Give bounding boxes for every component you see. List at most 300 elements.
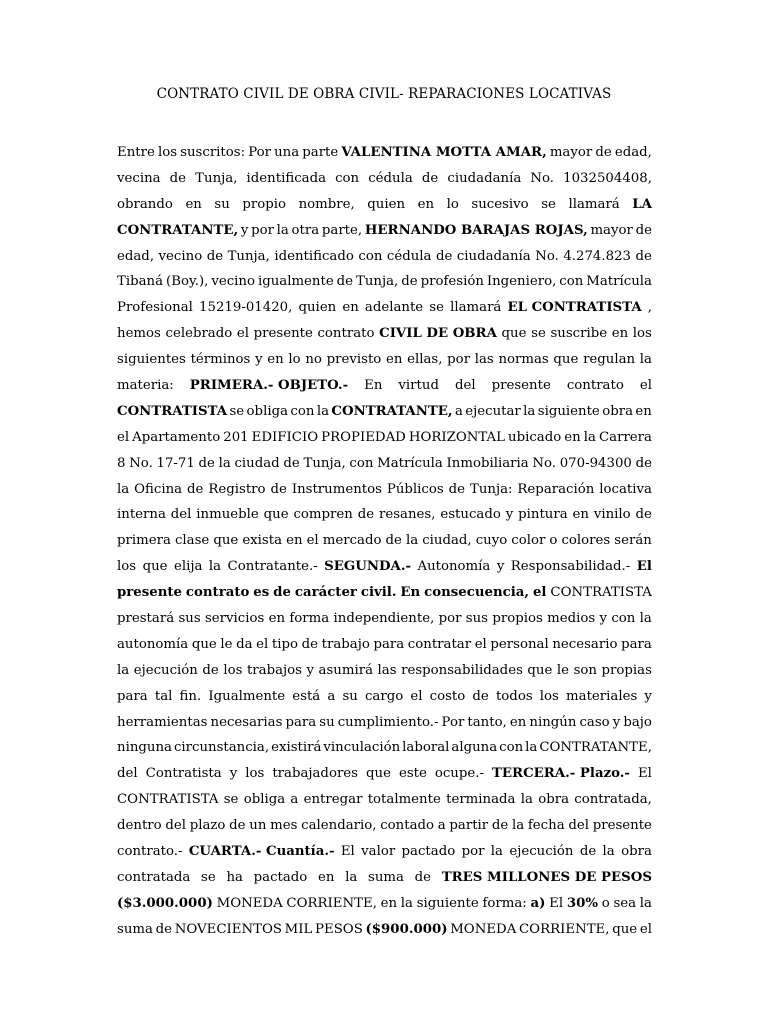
text-segment: necesarias <box>210 714 283 730</box>
bold-text: TERCERA.- Plazo.- <box>491 766 630 782</box>
text-segment: calendario, <box>301 818 377 834</box>
text-segment: Reparación <box>517 481 595 497</box>
paragraph-line <box>117 456 652 482</box>
text-segment: responsabilidades <box>401 662 523 678</box>
text-segment: PROPIEDAD <box>321 429 406 445</box>
text-segment: la <box>602 844 615 860</box>
text-segment: que <box>612 921 638 937</box>
text-segment: su <box>214 196 230 212</box>
text-segment: todos <box>495 688 533 704</box>
text-segment: le <box>556 662 570 678</box>
text-segment: la <box>520 792 533 808</box>
text-segment: trabajadores <box>272 766 358 782</box>
text-segment: No. <box>129 455 153 471</box>
paragraph-line <box>117 585 652 611</box>
bold-text: el <box>532 585 547 601</box>
text-segment: primera <box>117 533 171 549</box>
text-segment: No. <box>535 248 559 264</box>
text-segment: ocupe.- <box>434 766 484 782</box>
paragraph-line <box>117 637 652 663</box>
text-segment: identificado <box>274 248 354 264</box>
paragraph-line <box>117 792 652 818</box>
paragraph-line <box>117 300 652 326</box>
bold-text: es <box>253 585 270 601</box>
text-segment: de <box>435 248 453 264</box>
contract-body <box>117 145 652 948</box>
paragraph-line <box>117 197 652 223</box>
paragraph-line <box>117 249 652 275</box>
text-segment: compren <box>293 507 353 523</box>
paragraph-line <box>117 430 652 456</box>
paragraph-line <box>117 922 652 948</box>
text-segment: la <box>583 429 596 445</box>
text-segment: igualmente <box>257 274 334 290</box>
text-segment: Tunja, <box>227 248 270 264</box>
text-segment: en <box>268 611 286 627</box>
text-segment: siguientes <box>117 352 186 368</box>
text-segment: herramientas <box>117 714 208 730</box>
text-segment: ninguna <box>117 740 172 756</box>
text-segment: cumplimiento.- <box>337 714 439 730</box>
text-segment: en <box>342 300 359 316</box>
text-segment: En <box>364 378 383 394</box>
text-segment: mercado <box>322 533 382 549</box>
text-segment: la <box>405 533 419 549</box>
text-segment: con <box>499 740 524 756</box>
text-segment: pactado <box>253 869 308 885</box>
text-segment: Registro <box>208 481 266 497</box>
text-segment: las <box>474 352 494 368</box>
text-segment: fecha <box>527 818 565 834</box>
text-segment: Entre <box>117 145 155 160</box>
text-segment: cédula <box>386 248 432 264</box>
text-segment: para <box>117 688 148 704</box>
text-segment: la <box>639 352 652 368</box>
text-segment: sucesivo <box>471 196 529 212</box>
text-segment: con <box>559 274 584 290</box>
text-segment: PESOS <box>315 921 363 937</box>
text-segment: ciudad, <box>422 533 472 549</box>
text-segment: que <box>263 507 289 523</box>
text-segment: No. <box>530 170 555 186</box>
text-segment: llamará <box>450 300 502 316</box>
paragraph-line <box>117 378 652 404</box>
text-segment: materiales <box>566 688 638 704</box>
text-segment: estucado <box>440 507 501 523</box>
text-segment: los <box>157 145 178 160</box>
text-segment: Apartamento <box>132 429 221 445</box>
text-segment: necesario <box>552 636 618 652</box>
bold-text: carácter <box>294 585 357 601</box>
text-segment: términos <box>190 352 251 368</box>
bold-text: SEGUNDA.- <box>324 559 411 575</box>
text-segment: por <box>447 352 471 368</box>
text-segment: ejecución <box>133 662 198 678</box>
text-segment: MONEDA <box>216 895 283 911</box>
text-segment: este <box>398 766 427 782</box>
text-segment: Autonomía <box>417 559 491 575</box>
text-segment: la <box>276 222 289 238</box>
text-segment: 8 <box>117 455 126 471</box>
text-segment: 17-71 <box>156 455 195 471</box>
text-segment: por <box>438 611 462 627</box>
text-segment: en <box>611 326 629 342</box>
text-segment: se <box>541 196 556 212</box>
text-segment: No. <box>532 455 557 471</box>
text-segment: terminada <box>446 792 516 808</box>
text-segment: CONTRATISTA <box>550 585 652 601</box>
text-segment: siguiente <box>416 895 479 911</box>
paragraph-line <box>117 896 652 922</box>
text-segment: con <box>358 248 383 264</box>
text-segment: de <box>635 507 652 523</box>
text-segment: bajo <box>623 714 652 730</box>
bold-text: CONTRATISTA <box>117 403 228 419</box>
text-segment: la <box>639 611 652 627</box>
text-segment: la <box>525 740 538 756</box>
text-segment: en <box>380 895 398 911</box>
paragraph-line <box>117 689 652 715</box>
text-segment: de <box>336 274 354 290</box>
text-segment: contrato <box>566 378 624 394</box>
text-segment: materia: <box>117 378 174 394</box>
text-segment: en <box>635 403 652 419</box>
bold-text: civil. <box>360 585 397 601</box>
text-segment: clase <box>174 533 210 549</box>
text-segment: del <box>454 378 476 394</box>
text-segment: contratada, <box>574 792 652 808</box>
text-segment: el <box>410 688 423 704</box>
text-segment: tanto, <box>467 714 507 730</box>
text-segment: exista <box>242 533 283 549</box>
text-segment: personal <box>490 636 549 652</box>
text-segment: del <box>170 507 192 523</box>
text-segment: HORIZONTAL <box>408 429 505 445</box>
text-segment: Inmobiliaria <box>446 455 529 471</box>
bold-text: PRIMERA.- OBJETO.- <box>189 378 349 394</box>
text-segment: parte <box>302 145 339 160</box>
text-segment: MONEDA <box>450 921 517 937</box>
document-title: CONTRATO CIVIL DE OBRA CIVIL- REPARACIONES LOCATIVAS <box>156 86 612 102</box>
text-segment: ejecución <box>509 844 574 860</box>
bold-text: CONTRATANTE, <box>331 403 453 419</box>
text-segment: del <box>165 818 187 834</box>
text-segment: Tunja, <box>303 455 346 471</box>
text-segment: partir <box>449 818 489 834</box>
text-segment: o <box>601 895 610 911</box>
text-segment: Igualmente <box>208 688 286 704</box>
text-segment: de <box>635 455 652 471</box>
text-segment: de <box>579 844 597 860</box>
text-segment: en <box>386 352 403 368</box>
text-segment: Tunja, <box>195 170 238 186</box>
text-segment: 070-94300 <box>559 455 632 471</box>
text-segment: para <box>285 714 317 730</box>
text-segment: propias <box>601 662 652 678</box>
text-segment: de <box>472 688 489 704</box>
text-segment: se <box>429 300 444 316</box>
text-segment: y <box>255 352 263 368</box>
text-segment: celebrado <box>165 326 233 342</box>
text-segment: la <box>117 481 130 497</box>
text-segment: ciudadanía <box>447 170 522 186</box>
text-segment: asumirá <box>318 662 374 678</box>
paragraph-line <box>117 145 652 171</box>
text-segment: la <box>218 455 231 471</box>
text-segment: Profesional <box>117 300 193 316</box>
text-segment: 4.274.823 <box>563 248 632 264</box>
text-segment: totalmente <box>367 792 441 808</box>
text-segment: contrato.- <box>117 844 183 860</box>
text-segment: y <box>496 559 505 575</box>
text-segment: CONTRATISTA <box>117 792 219 808</box>
text-segment: normas <box>498 352 549 368</box>
text-segment: la <box>400 895 413 911</box>
text-segment: CONTRATANTE, <box>539 740 652 756</box>
text-segment: 201 <box>223 429 249 445</box>
bold-text: EL CONTRATISTA <box>507 300 642 316</box>
text-segment: suscribe <box>550 326 608 342</box>
text-segment: plazo <box>189 818 226 834</box>
text-segment: a <box>437 818 446 834</box>
text-segment: con <box>349 455 374 471</box>
text-segment: medios <box>547 611 596 627</box>
text-segment: de <box>206 248 224 264</box>
text-segment: CORRIENTE, <box>519 921 610 937</box>
text-segment: otra <box>291 222 320 238</box>
text-segment: caso <box>579 714 610 730</box>
text-segment: Oficina <box>134 481 183 497</box>
text-segment: para <box>373 636 405 652</box>
text-segment: ellas, <box>407 352 443 368</box>
text-segment: y <box>599 611 608 627</box>
text-segment: los <box>223 662 243 678</box>
text-segment: cargo <box>364 688 404 704</box>
text-segment: la <box>345 869 358 885</box>
text-segment: de <box>595 145 612 160</box>
text-segment: para <box>621 636 652 652</box>
text-segment: en <box>286 533 303 549</box>
text-segment: tipo <box>271 636 299 652</box>
text-segment: color <box>511 533 546 549</box>
text-segment: y <box>306 662 315 678</box>
text-segment: tal <box>154 688 173 704</box>
text-segment: obliga <box>246 403 289 419</box>
text-segment: en <box>267 352 284 368</box>
text-segment: el <box>256 636 269 652</box>
text-segment: de <box>187 481 204 497</box>
text-segment: se <box>531 326 546 342</box>
paragraph-line <box>117 274 652 300</box>
text-segment: previsto <box>326 352 382 368</box>
text-segment: una <box>274 145 300 160</box>
text-segment: su <box>342 688 358 704</box>
text-segment: Tibaná <box>117 274 164 290</box>
bold-text: ($900.000) <box>365 921 448 937</box>
text-segment: en <box>185 196 202 212</box>
text-segment: no <box>305 352 322 368</box>
text-segment: en <box>564 429 581 445</box>
text-segment: El <box>340 844 355 860</box>
text-segment: del <box>117 766 138 782</box>
paragraph-line <box>117 507 652 533</box>
text-segment: está <box>292 688 321 704</box>
paragraph-line <box>117 611 652 637</box>
text-segment: alguna <box>451 740 498 756</box>
paragraph-line <box>117 352 652 378</box>
text-segment: las <box>377 662 397 678</box>
text-segment: la <box>523 403 536 419</box>
text-segment: que <box>142 559 168 575</box>
text-segment: Carrera <box>598 429 652 445</box>
bold-text: En <box>400 585 421 601</box>
text-segment: obra <box>602 403 634 419</box>
text-segment: su <box>319 714 335 730</box>
text-segment: virtud <box>398 378 439 394</box>
text-segment: identificada <box>246 170 327 186</box>
text-segment: independiente, <box>333 611 435 627</box>
text-segment: el <box>236 326 250 342</box>
text-segment: el <box>474 636 487 652</box>
text-segment: valor <box>361 844 396 860</box>
text-segment: adelante <box>364 300 424 316</box>
text-segment: Instrumentos <box>291 481 382 497</box>
text-segment: prestará <box>117 611 175 627</box>
text-segment: serán <box>614 533 652 549</box>
text-segment: de <box>301 636 319 652</box>
text-segment: de <box>283 455 300 471</box>
text-segment: a <box>290 792 299 808</box>
text-segment: Contratante.- <box>227 559 318 575</box>
text-segment: El <box>637 766 652 782</box>
text-segment: con <box>611 611 636 627</box>
text-segment: hemos <box>117 326 161 342</box>
text-segment: la <box>511 818 525 834</box>
text-segment: fin. <box>179 688 202 704</box>
bold-text: ($3.000.000) <box>117 895 213 911</box>
text-segment: suscritos: <box>180 145 246 160</box>
text-segment: dentro <box>117 818 162 834</box>
text-segment: ciudadanía <box>456 248 531 264</box>
text-segment: de <box>448 481 466 497</box>
text-segment: de <box>421 170 439 186</box>
text-segment: pintura <box>518 507 568 523</box>
text-segment: y <box>644 688 652 704</box>
text-segment: de <box>270 481 287 497</box>
text-segment: servicios <box>204 611 265 627</box>
text-segment: de <box>635 222 652 238</box>
text-segment: se <box>201 869 216 885</box>
text-segment: que <box>527 662 553 678</box>
text-segment: mayor <box>590 222 633 238</box>
paragraph-line <box>117 171 652 197</box>
text-segment: quien <box>298 300 337 316</box>
text-segment: o <box>549 533 558 549</box>
text-segment: NOVECIENTOS <box>174 921 282 937</box>
text-segment: de <box>385 533 402 549</box>
text-segment: presente <box>253 326 313 342</box>
text-segment: forma: <box>482 895 527 911</box>
text-segment: de <box>357 507 375 523</box>
text-segment: del <box>568 818 589 834</box>
text-segment: en <box>509 714 527 730</box>
text-segment: ningún <box>529 714 577 730</box>
text-segment: vecina <box>117 170 161 186</box>
text-segment: colores <box>561 533 611 549</box>
text-segment: los <box>117 559 137 575</box>
paragraph-line <box>117 663 652 689</box>
text-segment: que <box>213 533 239 549</box>
text-segment: por <box>461 844 485 860</box>
text-segment: EDIFICIO <box>251 429 319 445</box>
text-segment: resanes, <box>379 507 436 523</box>
text-segment: regulan <box>583 352 636 368</box>
text-segment: autonomía <box>117 636 189 652</box>
text-segment: entregar <box>303 792 363 808</box>
text-segment: ha <box>226 869 243 885</box>
bold-text: CONTRATANTE, <box>117 222 239 238</box>
text-segment: Matrícula <box>586 274 652 290</box>
text-segment: mayor <box>549 145 593 160</box>
text-segment: Contratista <box>145 766 222 782</box>
paragraph-line <box>117 715 652 741</box>
text-segment: obliga <box>243 792 286 808</box>
bold-text: HERNANDO BARAJAS ROJAS, <box>364 222 588 238</box>
text-segment: llamará <box>568 196 620 212</box>
text-segment: se <box>229 403 245 419</box>
text-segment: ciudad <box>234 455 280 471</box>
text-segment: contratar <box>407 636 472 652</box>
text-segment: el <box>306 533 319 549</box>
text-segment: la <box>316 403 330 419</box>
text-segment: elija <box>173 559 203 575</box>
text-segment: siguiente <box>537 403 600 419</box>
text-segment: sus <box>465 611 489 627</box>
text-segment: y <box>229 766 238 782</box>
text-segment: el <box>117 429 130 445</box>
bold-text: 30% <box>566 895 598 911</box>
text-segment: edad, <box>117 248 155 264</box>
text-segment: propio <box>242 196 287 212</box>
text-segment: lo <box>288 352 301 368</box>
text-segment: contado <box>380 818 435 834</box>
text-segment: la <box>490 844 503 860</box>
text-segment: y <box>505 507 514 523</box>
paragraph-line <box>117 559 652 585</box>
text-segment: con <box>290 403 315 419</box>
text-segment: de <box>635 248 652 264</box>
text-segment: Matrícula <box>377 455 443 471</box>
text-segment: Tunja: <box>469 481 513 497</box>
text-segment: que <box>501 326 527 342</box>
text-segment: que <box>366 766 391 782</box>
text-segment: existirá <box>271 740 322 756</box>
text-segment: locativa <box>599 481 652 497</box>
text-segment: a <box>327 688 336 704</box>
text-segment: cuyo <box>475 533 508 549</box>
text-segment: en <box>572 507 589 523</box>
text-segment: obra <box>538 792 570 808</box>
text-segment: laboral <box>402 740 450 756</box>
text-segment: y <box>240 222 249 238</box>
text-segment: Responsabilidad.- <box>510 559 631 575</box>
text-segment: la <box>208 559 222 575</box>
text-segment: suma <box>368 869 404 885</box>
paragraph-line <box>117 870 652 896</box>
text-segment: lo <box>446 196 459 212</box>
text-segment: se <box>223 792 239 808</box>
text-segment: quien <box>367 196 406 212</box>
